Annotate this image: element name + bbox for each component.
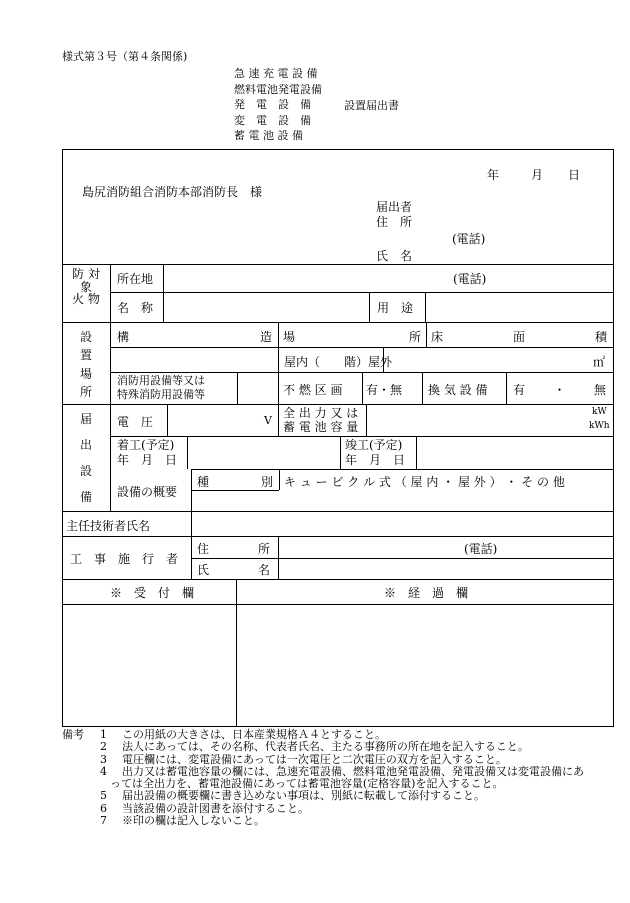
equipment-label-char: 設 <box>79 464 92 478</box>
location-label: 所在地 <box>117 272 154 286</box>
use-label: 用 途 <box>377 301 414 315</box>
target-label-char: 物 <box>88 292 101 306</box>
note-item <box>62 741 584 753</box>
equipment-label-char: 届 <box>79 412 92 426</box>
floor-area-char: 積 <box>594 330 607 344</box>
title-line: 発 電 設 備 <box>234 98 311 111</box>
contractor-address-label <box>197 540 270 557</box>
place-label <box>283 328 421 345</box>
note-number: 1 <box>100 728 107 741</box>
start-line: 着工(予定) <box>117 438 175 452</box>
applicant-label: 届出者 <box>376 200 413 214</box>
vent-option: ・ <box>553 383 566 397</box>
notes <box>62 729 584 827</box>
structure-char: 構 <box>117 330 130 344</box>
title-line: 燃料電池発電設備 <box>234 82 322 96</box>
notes-heading: 備考 <box>62 728 84 741</box>
indoor-outdoor-label: 屋内（ 階）屋外 <box>284 355 393 369</box>
contractor-name-label <box>197 561 270 578</box>
title-suffix: 設置届出書 <box>344 99 399 112</box>
fire-equipment-line: 特殊消防用設備等 <box>117 388 205 401</box>
equipment-label-char: 備 <box>79 490 92 504</box>
applicant-name-label: 氏 名 <box>376 249 413 263</box>
note-number: 5 <box>100 789 107 803</box>
type-value: キ ュ ー ビ ク ル 式 （ 屋 内 ・ 屋 外 ） ・ そ の 他 <box>284 475 565 489</box>
overview-label: 設備の概要 <box>117 485 178 499</box>
site-group-label <box>63 328 109 400</box>
place-char: 場 <box>283 330 296 344</box>
note-text: 出力又は蓄電池容量の欄には、急速充電設備、燃料電池発電設備、発電設備又は変電設備にあ <box>122 764 584 778</box>
target-label-char: 象 <box>79 279 92 294</box>
note-text: ※印の欄は記入しないこと。 <box>122 814 265 828</box>
contractor-address-char: 所 <box>257 542 270 556</box>
voltage-label: 電 圧 <box>117 415 154 429</box>
site-label-char: 置 <box>79 348 92 363</box>
target-label-char: 火 <box>71 292 84 306</box>
note-text: っては全出力を、蓄電池設備にあっては蓄電池容量(定格容量)を記入すること。 <box>110 777 504 791</box>
type-label <box>197 473 273 490</box>
floor-area-label <box>431 328 607 345</box>
progress-label: ※ 経 過 欄 <box>384 586 469 600</box>
date-year-label: 年 <box>487 168 500 182</box>
location-phone-label: (電話) <box>453 272 487 286</box>
note-text: 法人にあっては、その名称、代表者氏名、主たる事務所の所在地を記入すること。 <box>122 740 529 754</box>
kwh-unit: kWh <box>589 421 610 431</box>
target-label-char: 対 <box>88 267 101 281</box>
note-number: 6 <box>100 801 107 815</box>
site-label-char: 所 <box>79 384 92 399</box>
progress-box[interactable] <box>237 605 612 725</box>
nonflammable-yes-no: 有・無 <box>366 383 403 397</box>
type-char: 別 <box>260 475 273 489</box>
contractor-name-char: 名 <box>257 563 270 577</box>
type-char: 種 <box>197 475 210 489</box>
finish-date-label <box>345 438 405 468</box>
ventilation-label: 換 気 設 備 <box>428 383 488 397</box>
fire-equipment-line: 消防用設備等又は <box>117 374 205 387</box>
volt-unit: V <box>264 414 272 427</box>
note-item <box>62 790 584 802</box>
start-date-label <box>117 438 177 468</box>
finish-line: 竣工(予定) <box>345 438 403 452</box>
target-label-char: 防 <box>71 267 84 281</box>
equipment-group-label <box>63 410 109 505</box>
applicant-phone-label: (電話) <box>452 232 486 246</box>
title-line: 蓄 電 池 設 備 <box>234 129 303 142</box>
note-number: 4 <box>100 764 107 778</box>
form-number: 様式第３号（第４条関係) <box>62 50 188 63</box>
output-label <box>283 406 358 434</box>
note-item <box>62 815 584 827</box>
addressee: 島尻消防組合消防本部消防長 様 <box>82 185 263 199</box>
contractor-label: 工 事 施 行 者 <box>70 552 179 566</box>
kw-unit: kW <box>592 407 607 417</box>
output-line: 蓄 電 池 容 量 <box>283 420 359 434</box>
title-line: 急 速 充 電 設 備 <box>234 67 318 80</box>
site-label-char: 場 <box>79 366 92 381</box>
engineer-label: 主任技術者氏名 <box>66 519 151 533</box>
note-text: この用紙の大きさは、日本産業規格Ａ４とすること。 <box>122 728 386 741</box>
floor-area-char: 面 <box>512 330 525 344</box>
start-line: 年 月 日 <box>117 453 178 467</box>
reception-box[interactable] <box>63 605 235 725</box>
note-text: 届出設備の概要欄に書き込めない事項は、別紙に転載して添付すること。 <box>122 789 485 803</box>
equipment-label-char: 出 <box>79 438 92 452</box>
output-line: 全 出 力 又 は <box>283 406 359 420</box>
structure-label <box>117 328 272 345</box>
fire-equipment-label <box>117 374 205 402</box>
note-number: 7 <box>100 814 107 828</box>
finish-line: 年 月 日 <box>345 453 406 467</box>
target-group-label <box>63 268 109 318</box>
date-month-label: 月 <box>531 168 544 182</box>
title-line: 変 電 設 備 <box>234 113 311 127</box>
nonflammable-label: 不 燃 区 画 <box>283 383 343 397</box>
site-label-char: 設 <box>79 330 92 344</box>
contractor-name-char: 氏 <box>197 563 210 577</box>
place-char: 所 <box>408 330 421 344</box>
floor-area-char: 床 <box>431 330 444 344</box>
vent-option: 無 <box>593 383 606 397</box>
vent-option: 有 <box>513 383 526 397</box>
note-number: 3 <box>100 752 107 766</box>
note-text: 電圧欄には、変電設備にあっては一次電圧と二次電圧の双方を記入すること。 <box>122 752 507 766</box>
form-title <box>234 66 322 144</box>
note-number: 2 <box>100 740 107 754</box>
contractor-phone-label: (電話) <box>464 542 498 556</box>
object-name-label: 名 称 <box>117 301 154 315</box>
ventilation-yes-no <box>513 381 606 398</box>
note-text: 当該設備の設計図書を添付すること。 <box>122 801 309 815</box>
contractor-address-char: 住 <box>197 542 210 556</box>
date-day-label: 日 <box>568 168 581 182</box>
reception-label: ※ 受 付 欄 <box>110 586 195 600</box>
sqm-unit: ㎡ <box>593 355 606 369</box>
applicant-address-label: 住 所 <box>376 215 413 229</box>
structure-char: 造 <box>259 330 272 344</box>
